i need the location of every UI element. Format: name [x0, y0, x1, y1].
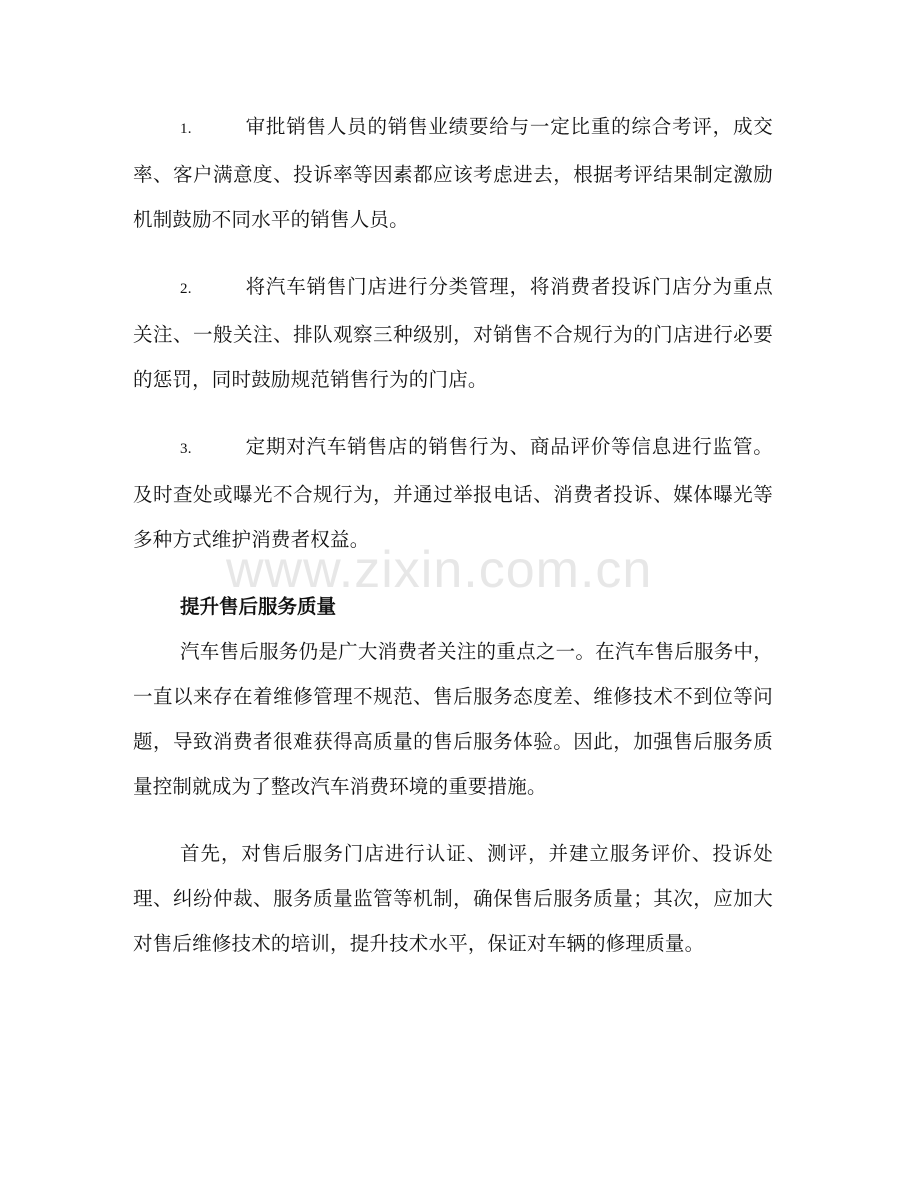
watermark: www.zixin.com.cn	[226, 541, 653, 599]
document-page	[133, 104, 773, 988]
list-item-text: 定期对汽车销售店的销售行为、商品评价等信息进行监管。及时查处或曝光不合规行为，并通过举报电话、消费者投诉、媒体曝光等多种方式维护消费者权益。	[133, 435, 773, 551]
section-heading: 提升售后服务质量	[180, 595, 337, 618]
list-item-number: 1.	[180, 121, 192, 137]
list-item-text: 审批销售人员的销售业绩要给与一定比重的综合考评，成交率、客户满意度、投诉率等因素都应该考虑进去，根据考评结果制定激励机制鼓励不同水平的销售人员。	[133, 115, 773, 231]
list-item-text: 将汽车销售门店进行分类管理，将消费者投诉门店分为重点关注、一般关注、排队观察三种级别，对销售不合规行为的门店进行必要的惩罚，同时鼓励规范销售行为的门店。	[133, 275, 773, 391]
body-paragraph: 汽车售后服务仍是广大消费者关注的重点之一。在汽车售后服务中，一直以来存在着维修管理不规范、售后服务态度差、维修技术不到位等问题，导致消费者很难获得高质量的售后服务体验。因此，加强售后服务质量控制就成为了整改汽车消费环境的重要措施。	[133, 640, 773, 798]
list-item	[133, 424, 773, 562]
list-item	[133, 264, 773, 402]
list-item-number: 3.	[180, 441, 192, 457]
body-paragraph: 首先，对售后服务门店进行认证、测评，并建立服务评价、投诉处理、纠纷仲裁、服务质量监管等机制，确保售后服务质量；其次，应加大对售后维修技术的培训，提升技术水平，保证对车辆的修理质量。	[133, 842, 773, 955]
list-item	[133, 104, 773, 242]
list-item-number: 2.	[180, 281, 192, 297]
